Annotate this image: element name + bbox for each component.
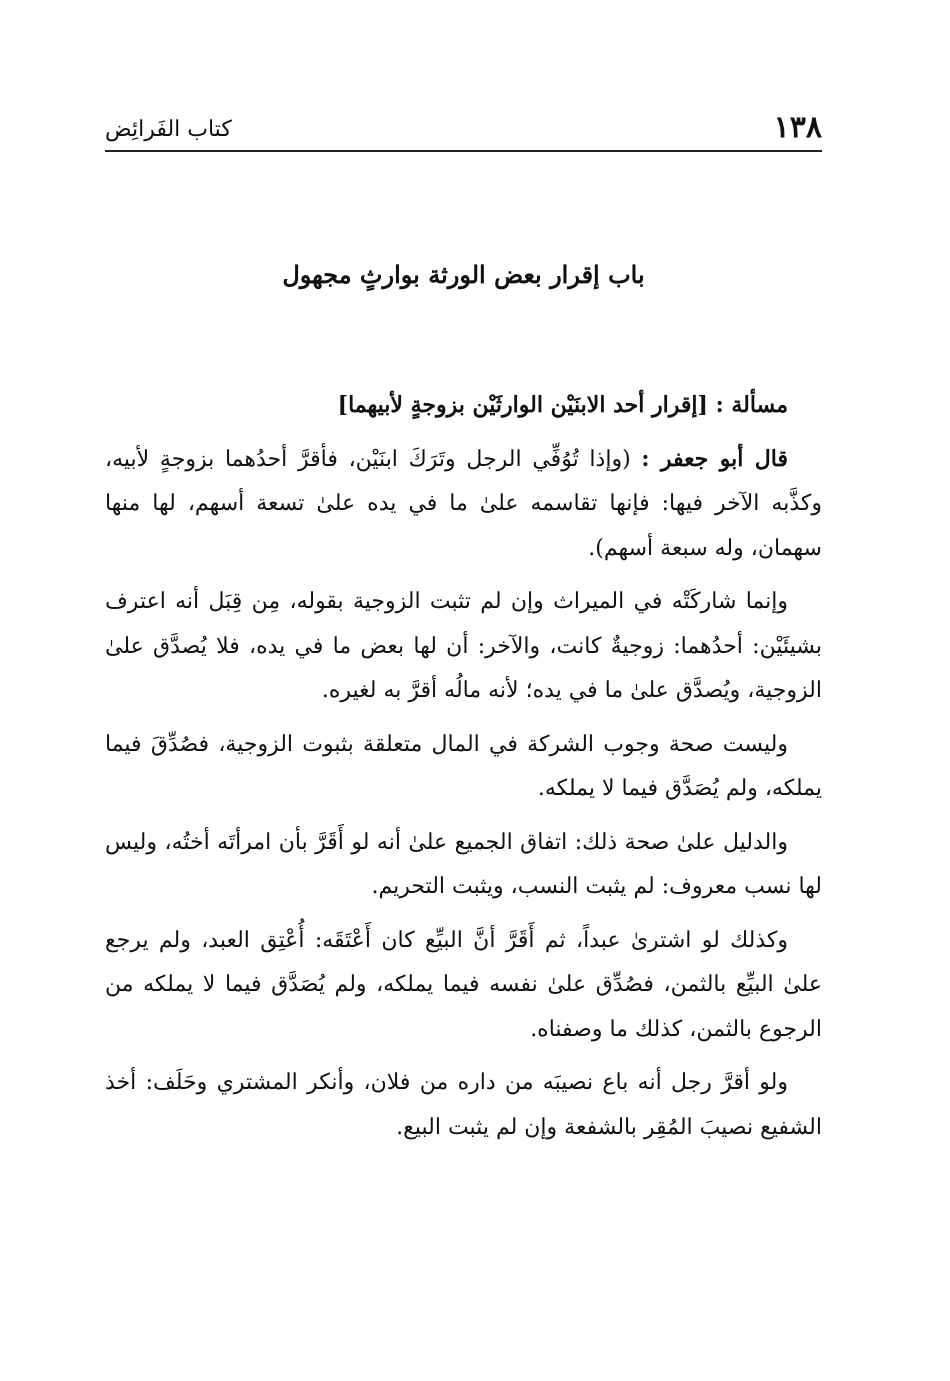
paragraph: وليست صحة وجوب الشركة في المال متعلقة بثبوت الزوجية، فصُدِّقَ فيما يملكه، ولم يُصَدَّق فيما لا يملكه.	[105, 731, 822, 801]
body-text	[105, 383, 822, 1159]
speaker-label: قال أبو جعفر :	[641, 445, 788, 472]
paragraph: وإنما شاركَتْه في الميراث وإن لم تثبت الزوجية بقوله، مِن قِبَل أنه اعترف بشيئَيْن: أحدُهما: زوجيةٌ كانت، والآخر: أن لها بعض ما في يده، فلا يُصدَّق علىٰ الزوجية، ويُصدَّق علىٰ ما في يده؛ لأنه مالُه أقرَّ به لغيره.	[105, 589, 822, 703]
running-header	[105, 108, 822, 152]
book-page	[105, 0, 822, 1381]
book-title: كتاب الفَرائِض	[105, 117, 232, 142]
paragraph: ولو أقرَّ رجل أنه باع نصيبَه من داره من فلان، وأنكر المشتري وحَلَف: أخذ الشفيع نصيبَ المُقِر بالشفعة وإن لم يثبت البيع.	[105, 1070, 822, 1140]
paragraph: والدليل علىٰ صحة ذلك: اتفاق الجميع علىٰ أنه لو أَقَرَّ بأن امرأتَه أختُه، وليس لها نسب معروف: لم يثبت النسب، ويثبت التحريم.	[105, 829, 822, 899]
issue-title: [إقرار أحد الابنَيْن الوارثَيْن بزوجةٍ لأبيهما]	[337, 392, 708, 418]
page-number: ١٣٨	[773, 110, 822, 145]
issue-heading	[105, 383, 822, 428]
paragraph	[105, 437, 822, 572]
paragraph: وكذلك لو اشترىٰ عبداً، ثم أَقَرَّ أنَّ البيِّع كان أَعْتَقَه: أُعْتِق العبد، ولم يرجع علىٰ البيِّع بالثمن، فصُدِّق علىٰ نفسه فيما يملكه، ولم يُصَدَّق فيما لا يملكه من الرجوع بالثمن، كذلك ما وصفناه.	[105, 927, 822, 1042]
issue-label: مسألة :	[715, 392, 788, 418]
chapter-title: باب إقرار بعض الورثة بوارثٍ مجهول	[282, 260, 645, 289]
quoted-text: (وإذا تُوُفِّي الرجل وتَرَكَ ابنَيْن، فأقرَّ أحدُهما بزوجةٍ لأبيه، وكذَّبه الآخر فيها: فإنها تقاسمه علىٰ ما في يده علىٰ تسعة أسهم، لها منها سهمان، وله سبعة أسهم).	[105, 446, 822, 561]
